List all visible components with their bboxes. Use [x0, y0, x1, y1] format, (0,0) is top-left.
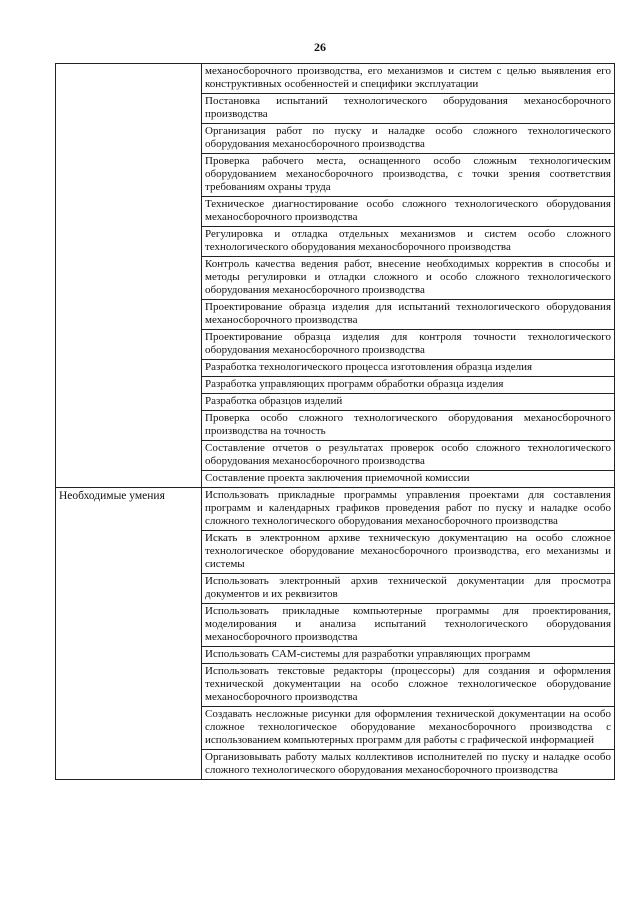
- section-label: Необходимые умения: [56, 488, 202, 780]
- list-item: Постановка испытаний технологического оборудования механосборочного производства: [202, 94, 615, 124]
- list-item: Использовать текстовые редакторы (процессоры) для создания и оформления технической документации на особо сложное технологическое оборудование механосборочного производства: [202, 664, 615, 707]
- list-item: Регулировка и отладка отдельных механизмов и систем особо сложного технологического оборудования механосборочного производства: [202, 227, 615, 257]
- list-item: Контроль качества ведения работ, внесение необходимых корректив в способы и методы регулировки и отладки сложного и особо сложного технологического оборудования механосборочного производства: [202, 257, 615, 300]
- table-row: [56, 488, 615, 531]
- list-item: Проектирование образца изделия для испытаний технологического оборудования механосборочного производства: [202, 300, 615, 330]
- list-item: Разработка технологического процесса изготовления образца изделия: [202, 360, 615, 377]
- list-item: Составление отчетов о результатах проверок особо сложного технологического оборудования механосборочного производства: [202, 441, 615, 471]
- list-item: Использовать электронный архив технической документации для просмотра документов и их реквизитов: [202, 574, 615, 604]
- list-item: Искать в электронном архиве техническую документацию на особо сложное технологическое оборудование механосборочного производства, его механизмы и системы: [202, 531, 615, 574]
- list-item: Организация работ по пуску и наладке особо сложного технологического оборудования механосборочного производства: [202, 124, 615, 154]
- list-item: Использовать CAM-системы для разработки управляющих программ: [202, 647, 615, 664]
- section-label: [56, 64, 202, 488]
- list-item: Проектирование образца изделия для контроля точности технологического оборудования механосборочного производства: [202, 330, 615, 360]
- list-item: Организовывать работу малых коллективов исполнителей по пуску и наладке особо сложного технологического оборудования механосборочного производства: [202, 750, 615, 780]
- page-number: 26: [314, 40, 326, 54]
- list-item: Проверка рабочего места, оснащенного особо сложным технологическим оборудованием механосборочного производства, с точки зрения соответствия требованиям охраны труда: [202, 154, 615, 197]
- list-item: Техническое диагностирование особо сложного технологического оборудования механосборочного производства: [202, 197, 615, 227]
- list-item: Использовать прикладные компьютерные программы для проектирования, моделирования и анализа испытаний технологического оборудования механосборочного производства: [202, 604, 615, 647]
- list-item: Разработка управляющих программ обработки образца изделия: [202, 377, 615, 394]
- list-item: Разработка образцов изделий: [202, 394, 615, 411]
- list-item: механосборочного производства, его механизмов и систем с целью выявления его конструктивных особенностей и специфики эксплуатации: [202, 64, 615, 94]
- table-row: [56, 64, 615, 94]
- list-item: Проверка особо сложного технологического оборудования механосборочного производства на точность: [202, 411, 615, 441]
- competency-table: [55, 63, 615, 780]
- list-item: Создавать несложные рисунки для оформления технической документации на особо сложное технологическое оборудование механосборочного производства с использованием компьютерных программ для работы с графической информацией: [202, 707, 615, 750]
- list-item: Составление проекта заключения приемочной комиссии: [202, 471, 615, 488]
- list-item: Использовать прикладные программы управления проектами для составления программ и календарных графиков проведения работ по пуску и наладке особо сложного технологического оборудования механосборочного производства: [202, 488, 615, 531]
